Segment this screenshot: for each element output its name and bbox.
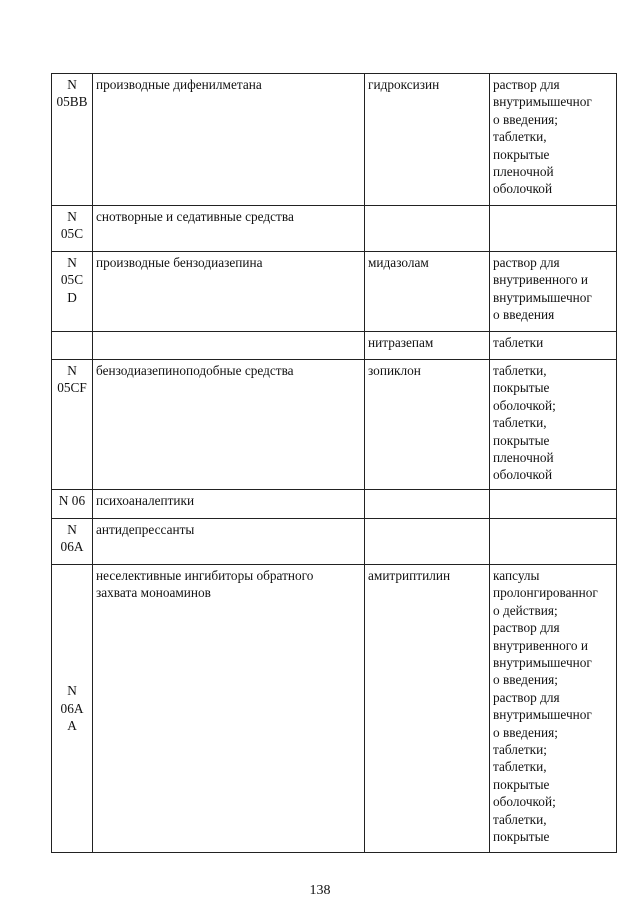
drug-name: зопиклон (365, 360, 490, 490)
table-row (52, 360, 617, 490)
drug-name (365, 490, 490, 519)
atc-code: N 05CF (52, 360, 93, 490)
dosage-form: капсулы пролонгированног о действия; раствор для внутривенного и внутримышечног о введения; раствор для внутримышечног о введения; таблетки; таблетки, покрытые оболочкой; таблетки, покрытые (490, 565, 617, 853)
drug-name: гидроксизин (365, 74, 490, 206)
drug-name: мидазолам (365, 252, 490, 332)
drug-name: нитразепам (365, 332, 490, 360)
group-name: антидепрессанты (93, 519, 365, 565)
group-name: психоаналептики (93, 490, 365, 519)
atc-code: N 05BB (52, 74, 93, 206)
atc-code (52, 332, 93, 360)
dosage-form: таблетки, покрытые оболочкой; таблетки, покрытые пленочной оболочкой (490, 360, 617, 490)
drug-name: амитриптилин (365, 565, 490, 853)
drug-name (365, 519, 490, 565)
table-row (52, 252, 617, 332)
group-name: неселективные ингибиторы обратного захвата моноаминов (93, 565, 365, 853)
table-row (52, 74, 617, 206)
group-name: снотворные и седативные средства (93, 206, 365, 252)
table-row (52, 206, 617, 252)
atc-code: N 06 (52, 490, 93, 519)
dosage-form (490, 490, 617, 519)
table-body (52, 74, 617, 853)
drug-table (51, 73, 617, 853)
atc-code: N 05C D (52, 252, 93, 332)
atc-code: N 06A A (52, 565, 93, 853)
atc-code: N 06A (52, 519, 93, 565)
dosage-form: раствор для внутривенного и внутримышечног о введения (490, 252, 617, 332)
group-name: производные дифенилметана (93, 74, 365, 206)
table-row (52, 332, 617, 360)
table-row (52, 490, 617, 519)
dosage-form: раствор для внутримышечног о введения; таблетки, покрытые пленочной оболочкой (490, 74, 617, 206)
page-number: 138 (309, 883, 331, 898)
group-name: производные бензодиазепина (93, 252, 365, 332)
dosage-form (490, 206, 617, 252)
group-name: бензодиазепиноподобные средства (93, 360, 365, 490)
dosage-form: таблетки (490, 332, 617, 360)
table-row (52, 519, 617, 565)
atc-code: N 05C (52, 206, 93, 252)
group-name (93, 332, 365, 360)
drug-name (365, 206, 490, 252)
table-row (52, 565, 617, 853)
dosage-form (490, 519, 617, 565)
